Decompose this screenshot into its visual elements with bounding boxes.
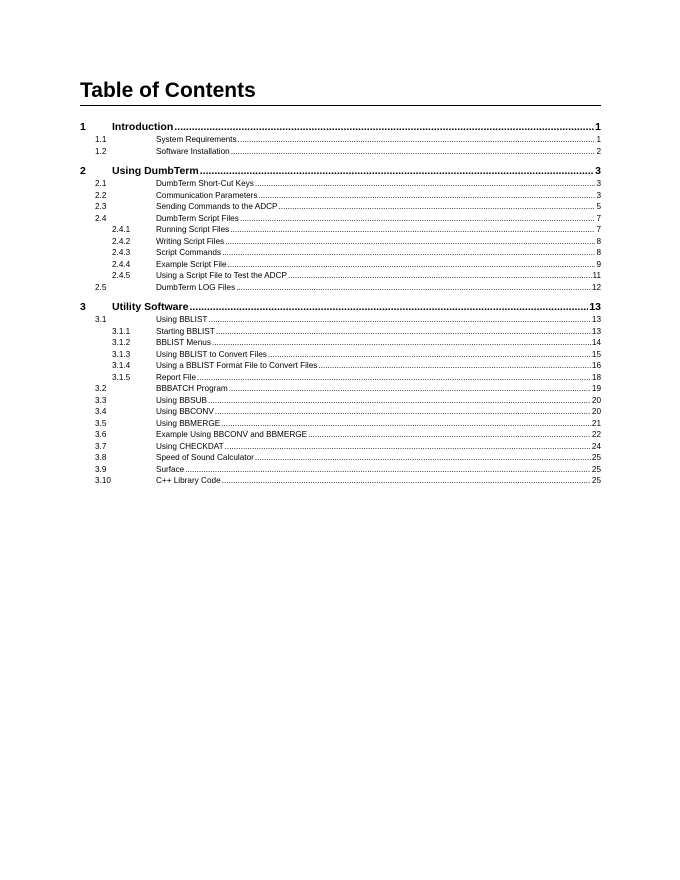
toc-entry-label: Using a Script File to Test the ADCP (156, 271, 287, 280)
dot-leader (255, 178, 596, 190)
dot-leader (225, 441, 591, 453)
toc-entry[interactable] (80, 360, 601, 372)
dot-leader (222, 247, 595, 259)
toc-entry-number: 2.4.5 (112, 271, 131, 280)
toc-entry-label: C++ Library Code (156, 476, 221, 485)
dot-leader (185, 464, 591, 476)
toc-entry-page-number: 21 (591, 418, 601, 428)
toc-entry-number: 3.10 (95, 476, 111, 485)
toc-entry-number: 2.4.3 (112, 248, 131, 257)
toc-entry[interactable] (80, 314, 601, 326)
toc-entry-number: 2.2 (95, 190, 107, 200)
toc-entry-page-number: 22 (591, 430, 601, 439)
toc-entry-label: Sending Commands to the ADCP (156, 202, 278, 211)
toc-entry[interactable] (80, 164, 601, 178)
toc-entry-label: DumbTerm Short-Cut Keys (156, 179, 254, 188)
dot-leader (229, 383, 591, 395)
toc-entry-page-number: 7 (596, 225, 601, 234)
toc-entry-label: System Requirements (156, 135, 237, 144)
toc-entry-page-number: 1 (595, 121, 601, 133)
toc-entry[interactable] (80, 475, 601, 487)
toc-entry-page-number: 14 (591, 338, 601, 347)
toc-entry[interactable] (80, 247, 601, 259)
dot-leader (255, 452, 591, 464)
toc-entry-label: Using a BBLIST Format File to Convert Files (156, 361, 318, 370)
toc-entry-label: Example Using BBCONV and BBMERGE (156, 430, 308, 439)
toc-entry-page-number: 25 (591, 476, 601, 485)
toc-entry-page-number: 7 (596, 213, 601, 223)
toc-entry-label: Report File (156, 372, 197, 382)
toc-entry[interactable] (80, 259, 601, 271)
toc-entry-number: 3.1.1 (112, 326, 131, 336)
toc-entry-label: Using BBLIST (156, 315, 208, 324)
toc-entry-label: Using BBSUB (156, 395, 207, 405)
toc-entry-page-number: 3 (596, 190, 601, 200)
toc-entry-number: 3.7 (95, 441, 107, 451)
toc-entry-number: 1.2 (95, 146, 107, 156)
toc-entry-label: DumbTerm Script Files (156, 213, 239, 223)
toc-entry-page-number: 24 (591, 441, 601, 451)
toc-entry-number: 3.8 (95, 453, 107, 462)
toc-entry-number: 2 (80, 165, 86, 177)
toc-entry-label: Utility Software (112, 301, 189, 313)
toc-entry[interactable] (80, 213, 601, 225)
toc-entry[interactable] (80, 337, 601, 349)
toc-entry-page-number: 15 (591, 349, 601, 359)
toc-entry[interactable] (80, 300, 601, 314)
dot-leader (225, 236, 595, 248)
toc-entry-page-number: 20 (591, 395, 601, 405)
toc-entry-page-number: 8 (596, 248, 601, 257)
toc-entry-page-number: 3 (596, 179, 601, 188)
toc-entry-page-number: 13 (589, 301, 601, 313)
toc-entry-label: DumbTerm LOG Files (156, 282, 236, 292)
dot-leader (216, 326, 591, 338)
toc-entry-label: Using BBLIST to Convert Files (156, 349, 267, 359)
toc-entry-number: 3.1.5 (112, 372, 131, 382)
toc-entry-number: 3.9 (95, 464, 107, 474)
toc-entry-label: Using CHECKDAT (156, 441, 224, 451)
dot-leader (308, 429, 591, 441)
dot-leader (279, 201, 596, 213)
toc-entry-number: 3.1.4 (112, 361, 131, 370)
dot-leader (236, 282, 591, 294)
dot-leader (212, 337, 591, 349)
toc-entry[interactable] (80, 201, 601, 213)
toc-entry-number: 3.1 (95, 315, 107, 324)
toc-entry-label: Using DumbTerm (112, 165, 199, 177)
toc-entry[interactable] (80, 464, 601, 476)
toc-entry-number: 3 (80, 301, 86, 313)
toc-entry[interactable] (80, 326, 601, 338)
toc-entry-number: 3.1.2 (112, 338, 131, 347)
toc-entry-label: Example Script File (156, 259, 227, 269)
toc-entry-number: 2.4.1 (112, 225, 131, 234)
toc-entry[interactable] (80, 190, 601, 202)
dot-leader (238, 134, 596, 146)
toc-entry[interactable] (80, 429, 601, 441)
toc-entry-page-number: 2 (596, 146, 601, 156)
dot-leader (208, 395, 591, 407)
toc-entry-label: Using BBMERGE (156, 418, 221, 428)
toc-entry-label: Starting BBLIST (156, 326, 215, 336)
toc-entry-number: 2.5 (95, 282, 107, 292)
dot-leader (228, 259, 596, 271)
toc-entry[interactable] (80, 452, 601, 464)
toc-list (80, 120, 601, 487)
toc-entry-page-number: 18 (591, 372, 601, 382)
toc-entry[interactable] (80, 134, 601, 146)
dot-leader (174, 120, 594, 134)
toc-entry-page-number: 20 (591, 407, 601, 416)
toc-entry-number: 3.5 (95, 418, 107, 428)
toc-entry[interactable] (80, 178, 601, 190)
toc-entry-page-number: 12 (591, 282, 601, 292)
toc-entry-number: 2.4.4 (112, 259, 131, 269)
toc-entry-number: 2.4.2 (112, 236, 131, 246)
toc-entry-number: 2.1 (95, 179, 107, 188)
toc-entry-label: BBLIST Menus (156, 338, 211, 347)
dot-leader (189, 300, 588, 314)
toc-entry[interactable] (80, 282, 601, 294)
toc-entry[interactable] (80, 406, 601, 418)
dot-leader (240, 213, 596, 225)
dot-leader (258, 190, 595, 202)
toc-entry-label: Script Commands (156, 248, 222, 257)
toc-entry-number: 3.3 (95, 395, 107, 405)
toc-entry-number: 3.2 (95, 384, 107, 393)
dot-leader (288, 270, 592, 282)
toc-entry-number: 1.1 (95, 135, 107, 144)
document-page (80, 78, 601, 487)
toc-entry[interactable] (80, 236, 601, 248)
toc-entry-page-number: 16 (591, 361, 601, 370)
toc-entry-number: 3.1.3 (112, 349, 131, 359)
toc-entry-page-number: 1 (596, 135, 601, 144)
dot-leader (221, 418, 591, 430)
toc-entry-number: 1 (80, 121, 86, 133)
dot-leader (215, 406, 591, 418)
toc-entry-label: Writing Script Files (156, 236, 225, 246)
toc-entry[interactable] (80, 441, 601, 453)
toc-entry[interactable] (80, 270, 601, 282)
dot-leader (222, 475, 591, 487)
toc-entry[interactable] (80, 146, 601, 158)
toc-entry[interactable] (80, 395, 601, 407)
dot-leader (230, 224, 595, 236)
toc-entry-page-number: 13 (591, 315, 601, 324)
toc-entry-label: BBBATCH Program (156, 384, 228, 393)
toc-entry[interactable] (80, 383, 601, 395)
page-title: Table of Contents (80, 78, 601, 106)
toc-entry[interactable] (80, 349, 601, 361)
toc-entry-page-number: 19 (591, 384, 601, 393)
dot-leader (200, 164, 594, 178)
toc-entry-page-number: 5 (596, 202, 601, 211)
toc-entry-label: Running Script Files (156, 225, 230, 234)
toc-entry-number: 3.6 (95, 430, 107, 439)
toc-entry-page-number: 25 (591, 464, 601, 474)
dot-leader (231, 146, 596, 158)
toc-entry-label: Software Installation (156, 146, 230, 156)
toc-entry-label: Introduction (112, 121, 174, 133)
toc-entry-label: Surface (156, 464, 185, 474)
toc-entry-page-number: 25 (591, 453, 601, 462)
toc-entry[interactable] (80, 372, 601, 384)
toc-entry-number: 2.4 (95, 213, 107, 223)
toc-entry[interactable] (80, 418, 601, 430)
toc-entry-page-number: 13 (591, 326, 601, 336)
toc-entry-page-number: 9 (596, 259, 601, 269)
toc-entry-number: 2.3 (95, 202, 107, 211)
toc-entry[interactable] (80, 120, 601, 134)
toc-entry-page-number: 3 (595, 165, 601, 177)
toc-entry-number: 3.4 (95, 407, 107, 416)
dot-leader (197, 372, 591, 384)
toc-entry-page-number: 8 (596, 236, 601, 246)
toc-entry-label: Communication Parameters (156, 190, 258, 200)
dot-leader (268, 349, 591, 361)
dot-leader (208, 314, 590, 326)
toc-entry[interactable] (80, 224, 601, 236)
dot-leader (318, 360, 591, 372)
toc-entry-label: Using BBCONV (156, 407, 214, 416)
toc-entry-page-number: 11 (592, 271, 601, 280)
toc-entry-label: Speed of Sound Calculator (156, 453, 254, 462)
